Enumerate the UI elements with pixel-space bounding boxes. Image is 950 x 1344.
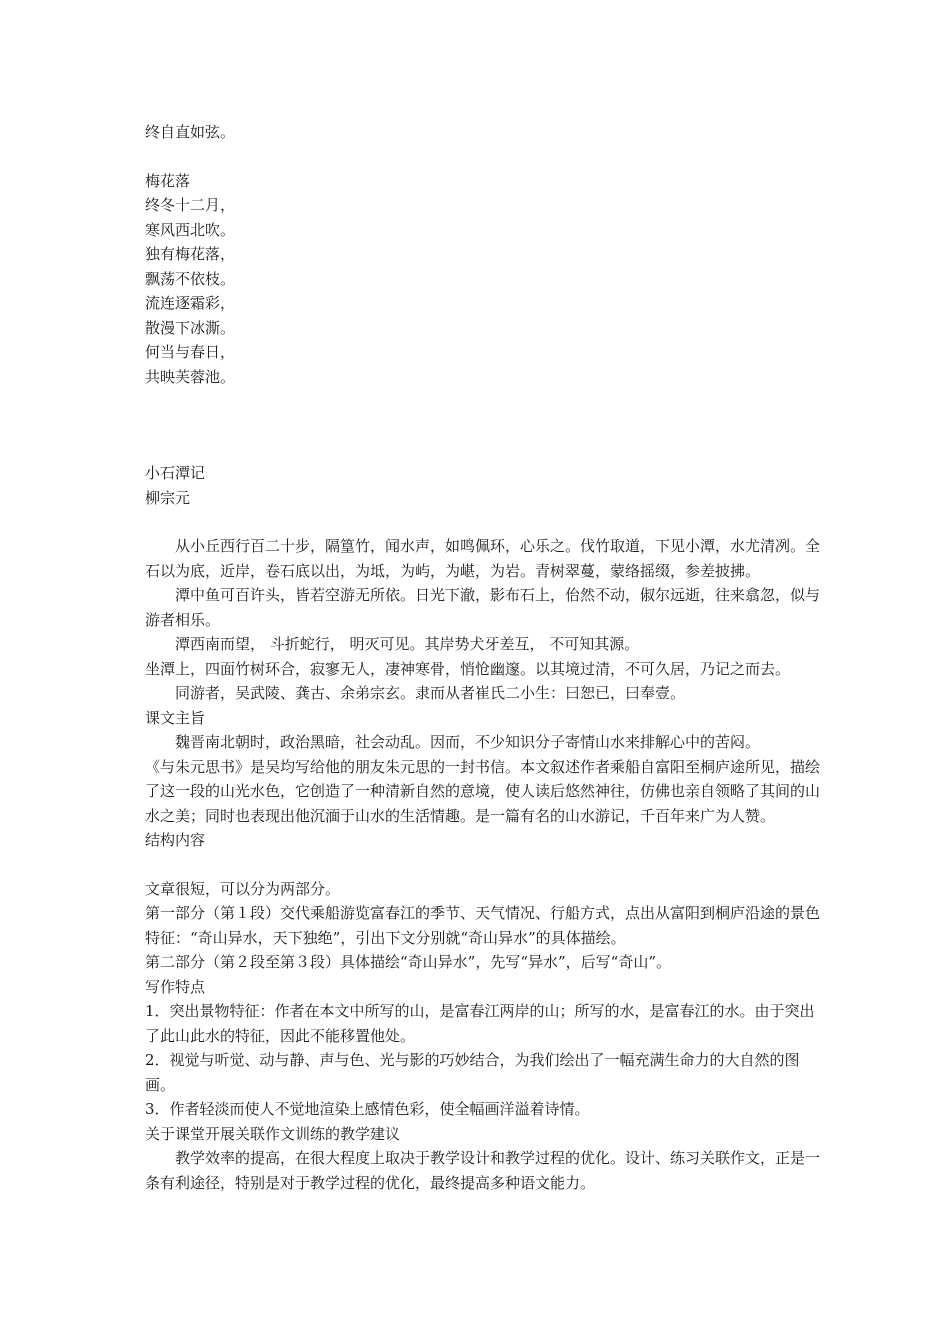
essay-title: 小石潭记 (145, 464, 206, 482)
spacer (145, 853, 825, 877)
spacer (145, 145, 825, 169)
structure-part1: 第一部分（第１段）交代乘船游览富春江的季节、天气情况、行船方式，点出从富阳到桐庐沿途的景色特征：“奇山异水，天下独绝”，引出下文分别就“奇山异水”的具体描绘。 (145, 904, 821, 947)
feature-item: 3．作者轻淡而使人不觉地渲染上感情色彩，使全幅画洋溢着诗情。 (145, 1100, 590, 1118)
features-heading: 写作特点 (145, 977, 206, 996)
poem-line: 终冬十二月， (145, 196, 236, 214)
poem-line: 散漫下冰澌。 (145, 318, 236, 337)
essay-paragraph: 潭中鱼可百许头，皆若空游无所依。日光下澈，影布石上，佁然不动，俶尔远逝，往来翕忽，似与游者相乐。 (145, 586, 821, 629)
intro-line: 终自直如弦。 (145, 123, 236, 141)
essay-paragraph: 坐潭上，四面竹树环合，寂寥无人，凄神寒骨，悄怆幽邃。以其境过清，不可久居，乃记之而去。 (145, 659, 791, 678)
poem-line: 何当与春日， (145, 343, 236, 361)
poem-line: 共映芙蓉池。 (145, 367, 236, 386)
essay-author: 柳宗元 (145, 488, 191, 507)
essay-paragraph: 从小丘西行百二十步，隔篁竹，闻水声，如鸣佩环，心乐之。伐竹取道，下见小潭，水尤清冽。全石以为底，近岸，卷石底以出，为坻，为屿，为嵁，为岩。青树翠蔓，蒙络摇缀，参差披拂。 (145, 537, 821, 580)
feature-item: 1．突出景物特征：作者在本文中所写的山，是富春江两岸的山；所写的水，是富春江的水。由于突出了此山此水的特征，因此不能移置他处。 (145, 1002, 815, 1045)
suggestion-heading: 关于课堂开展关联作文训练的教学建议 (145, 1124, 401, 1143)
spacer (145, 510, 825, 534)
feature-item: 2．视觉与听觉、动与静、声与色、光与影的巧妙结合，为我们绘出了一幅充满生命力的大自然的图画。 (145, 1051, 800, 1094)
essay-paragraph: 同游者，吴武陵、龚古、余弟宗玄。隶而从者崔氏二小生：曰恕已，曰奉壹。 (175, 684, 686, 702)
poem-line: 飘荡不依枝。 (145, 269, 236, 288)
essay-paragraph: 潭西南而望， 斗折蛇行， 明灭可见。其岸势犬牙差互， 不可知其源。 (175, 635, 640, 653)
structure-part2: 第二部分（第２段至第３段）具体描绘“奇山异水”，先写“异水”，后写“奇山”。 (145, 953, 672, 971)
poem-line: 流连逐霜彩， (145, 294, 236, 312)
theme-first-line: 魏晋南北朝时，政治黑暗，社会动乱。因而，不少知识分子寄情山水来排解心中的苦闷。 (175, 733, 761, 751)
poem-line: 寒风西北吹。 (145, 220, 236, 239)
document-page (145, 120, 825, 1195)
poem-title: 梅花落 (145, 171, 191, 190)
theme-heading: 课文主旨 (145, 708, 206, 727)
structure-heading: 结构内容 (145, 831, 206, 849)
spacer (145, 389, 825, 461)
theme-body: 《与朱元思书》是吴均写给他的朋友朱元思的一封书信。本文叙述作者乘船自富阳至桐庐途所见，描绘了这一段的山光水色，它创造了一种清新自然的意境，使人读后悠然神往，仿佛也亲自领略了其间的山水之美；同时也表现出他沉湎于山水的生活情趣。是一篇有名的山水游记，千百年来广为人赞。 (145, 757, 821, 825)
suggestion-body: 教学效率的提高，在很大程度上取决于教学设计和教学过程的优化。设计、练习关联作文，正是一条有利途径，特别是对于教学过程的优化，最终提高多种语文能力。 (145, 1149, 821, 1192)
structure-intro: 文章很短，可以分为两部分。 (145, 879, 341, 898)
poem-line: 独有梅花落， (145, 245, 236, 263)
